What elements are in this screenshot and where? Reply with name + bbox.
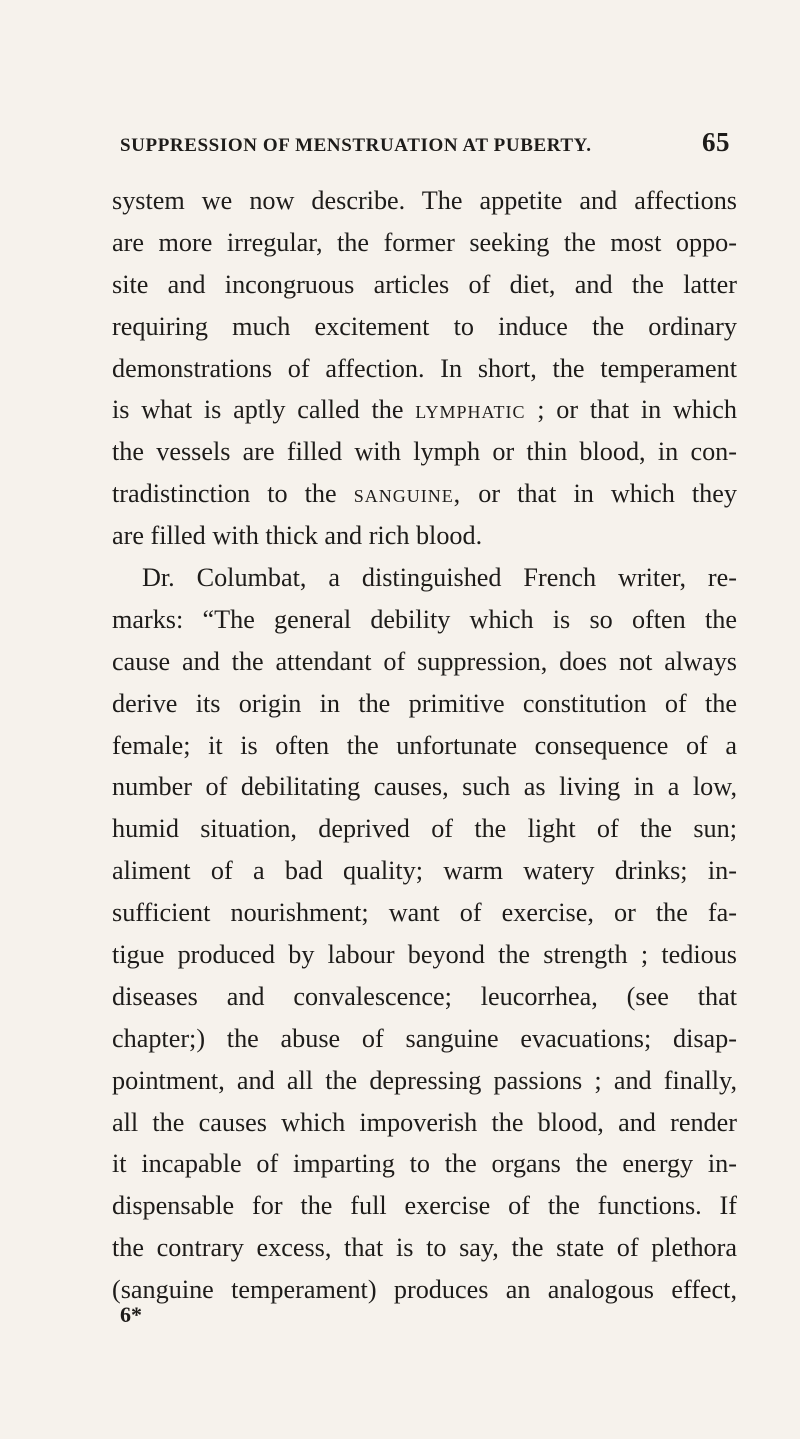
text-line: demonstrations of affection. In short, the temperament [112, 353, 737, 383]
text-line [112, 473, 737, 515]
text-line: marks: “The general debility which is so often the [112, 604, 737, 634]
text-line: (sanguine temperament) produces an analogous effect, [112, 1275, 737, 1305]
text-line: pointment, and all the depressing passions ; and finally, [112, 1065, 737, 1095]
text-line: it incapable of imparting to the organs the energy in- [112, 1149, 737, 1179]
running-head [120, 128, 730, 160]
text-line: the vessels are filled with lymph or thin blood, in con- [112, 437, 737, 467]
text-line: sufficient nourishment; want of exercise, or the fa- [112, 898, 737, 928]
text-line: humid situation, deprived of the light of the sun; [112, 814, 737, 844]
text-fragment: is what is aptly called the [112, 395, 416, 425]
text-line: dispensable for the full exercise of the functions. If [112, 1191, 737, 1221]
smallcaps-term-lymphatic: lymphatic [415, 395, 526, 425]
text-line: all the causes which impoverish the blood, and render [112, 1107, 737, 1137]
text-line: aliment of a bad quality; warm watery drinks; in- [112, 856, 737, 886]
body-text [112, 180, 737, 1311]
page-number: 65 [702, 127, 730, 157]
text-line: derive its origin in the primitive constitution of the [112, 688, 737, 718]
text-line: diseases and convalescence; leucorrhea, (see that [112, 981, 737, 1011]
text-line: requiring much excitement to induce the ordinary [112, 311, 737, 341]
text-line: cause and the attendant of suppression, does not always [112, 646, 737, 676]
text-line [112, 389, 737, 431]
text-line: are filled with thick and rich blood. [112, 521, 483, 551]
text-fragment: ; or that in which [525, 395, 737, 425]
text-line: the contrary excess, that is to say, the state of plethora [112, 1233, 737, 1263]
text-line: chapter;) the abuse of sanguine evacuations; disap- [112, 1023, 737, 1053]
text-line: Dr. Columbat, a distinguished French writer, re- [142, 563, 737, 593]
text-line: system we now describe. The appetite and affections [112, 186, 737, 215]
text-line: are more irregular, the former seeking the most oppo- [112, 227, 737, 257]
text-line: site and incongruous articles of diet, and the latter [112, 269, 737, 299]
text-fragment: or that in which they [461, 479, 737, 509]
text-fragment: tradistinction to the [112, 479, 354, 509]
text-line: female; it is often the unfortunate consequence of a [112, 730, 737, 760]
text-line: number of debilitating causes, such as living in a low, [112, 772, 737, 802]
text-line: tigue produced by labour beyond the strength ; tedious [112, 940, 737, 970]
running-head-title: SUPPRESSION OF MENSTRUATION AT PUBERTY. [120, 135, 592, 156]
smallcaps-term-sanguine: sanguine, [353, 479, 462, 509]
signature-mark: 6* [120, 1302, 142, 1328]
